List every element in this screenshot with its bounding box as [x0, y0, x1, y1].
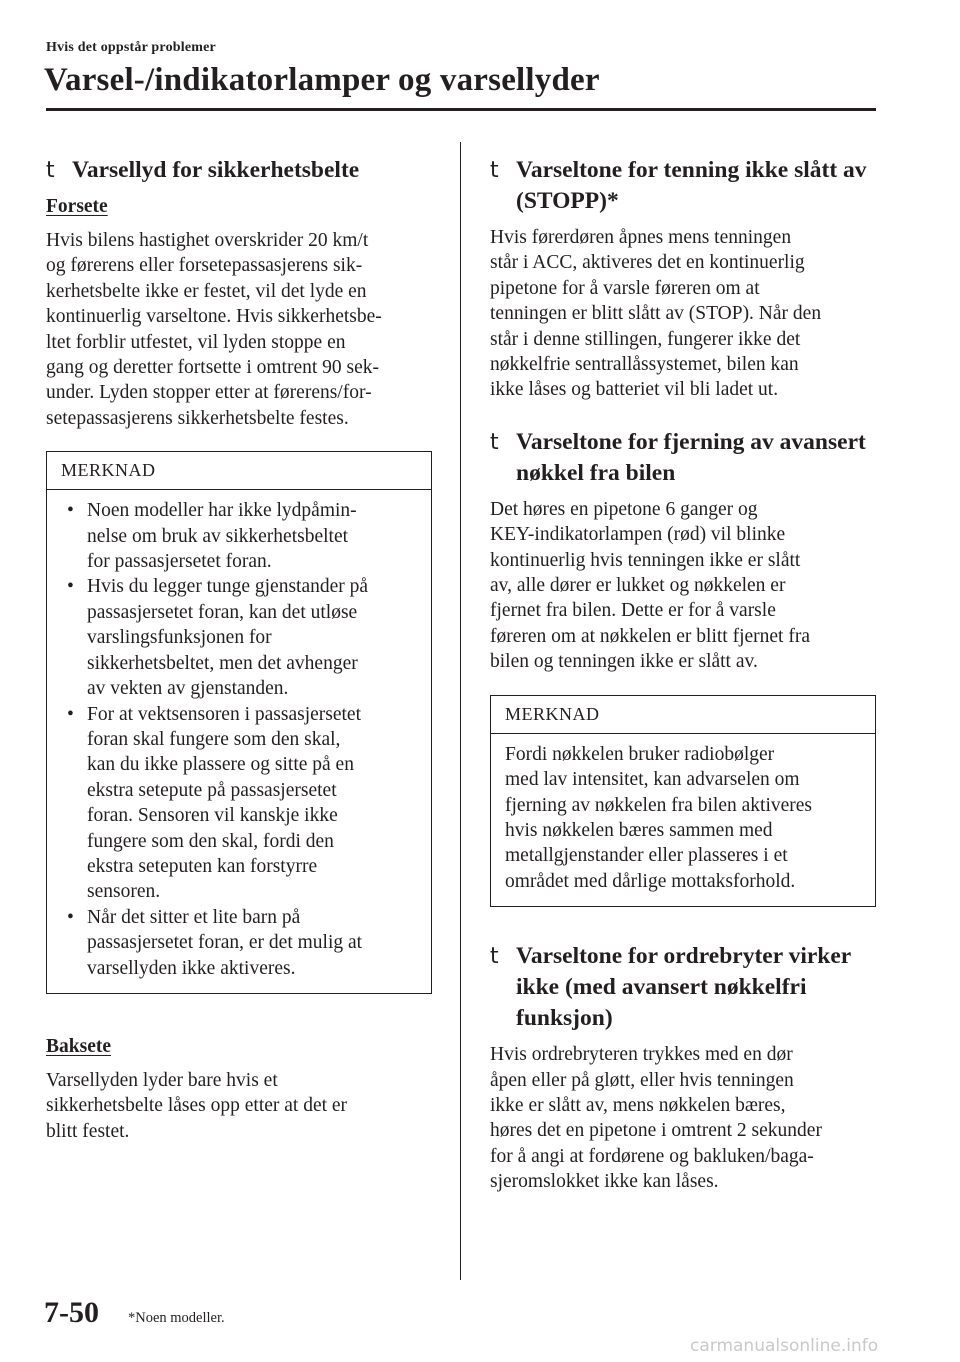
note-text: Fordi nøkkelen bruker radiobølger med lav intensitet, kan advarselen om fjerning av nøkkelen fra bilen aktiveres hvis nøkkelen bæres sammen med metallgjenstander eller plasseres i et området med dårlige mottaksforhold. [505, 743, 813, 892]
note-body [47, 490, 431, 993]
footnote: *Noen modeller. [128, 1310, 225, 1326]
section-heading-text: Varseltone for ordrebryter virker ikke (med avansert nøkkelfri funksjon) [516, 943, 851, 1032]
title-rule [46, 108, 876, 111]
note-box-seatbelt [46, 451, 432, 994]
section-heading-text: Varseltone for fjerning av avansert nøkkel fra bilen [516, 428, 866, 486]
note-title: MERKNAD [491, 696, 875, 734]
section-marker-icon: t [490, 944, 499, 970]
section-heading-key-removal [490, 427, 876, 489]
section-heading-text: Varsellyd for sikkerhetsbelte [72, 157, 360, 183]
subheading-front-seat: Forsete [46, 196, 108, 217]
bullet-icon: • [67, 906, 74, 928]
breadcrumb: Hvis det oppstår problemer [46, 40, 216, 55]
right-column [490, 155, 876, 1195]
note-box-key-removal [490, 695, 876, 907]
rear-seat-paragraph: Varsellyden lyder bare hvis et sikkerhetsbelte låses opp etter at det er blitt festet. [46, 1069, 348, 1142]
note-title: MERKNAD [47, 452, 431, 490]
section-heading-seatbelt-warning [46, 155, 432, 186]
section-marker-icon: t [490, 429, 499, 455]
page-title: Varsel-/indikatorlamper og varsellyder [44, 62, 600, 98]
column-divider [460, 142, 461, 1280]
note-body [491, 734, 875, 906]
request-switch-paragraph: Hvis ordrebryteren trykkes med en dør åpen eller på gløtt, eller hvis tenningen ikke er slått av, mens nøkkelen bæres, høres det en pipetone i omtrent 2 sekunder for å angi at fordørene og bakluken/baga- sjeromslokket ikke kan låses. [490, 1044, 822, 1193]
key-removal-paragraph: Det høres en pipetone 6 ganger og KEY-indikatorlampen (rød) vil blinke kontinuerlig hvis tenningen ikke er slått av, alle dører er lukket og nøkkelen er fjernet fra bilen. Dette er for å varsle føreren om at nøkkelen er blitt fjernet fra bilen og tenningen ikke er slått av. [490, 498, 810, 673]
section-heading-ignition-off [490, 155, 876, 217]
bullet-icon: • [67, 500, 74, 522]
section-heading-request-switch [490, 941, 876, 1034]
front-seat-paragraph: Hvis bilens hastighet overskrider 20 km/t og førerens eller forsetepassasjerens sik- kerhetsbelte ikke er festet, vil det lyde en kontinuerlig varseltone. Hvis sikkerhetsbe- ltet forblir utfestet, vil lyden stoppe en gang og deretter fortsette i omtrent 90 sek- under. Lyden stopper etter at førerens/for- setepassasjerens sikkerhetsbelte festes. [46, 230, 382, 429]
ignition-off-paragraph: Hvis førerdøren åpnes mens tenningen står i ACC, aktiveres det en kontinuerlig pipetone for å varsle føreren om at tenningen er blitt slått av (STOP). Når den står i denne stillingen, fungerer ikke det nøkkelfrie sentrallåssystemet, bilen kan ikke låses og batteriet vil bli ladet ut. [490, 227, 822, 401]
note-bullet-list [61, 498, 417, 981]
note-bullet-item: • Hvis du legger tunge gjenstander på passasjersetet foran, kan det utløse varslingsfunksjonen for sikkerhetsbeltet, men det avhenger av vekten av gjenstanden. [67, 576, 369, 700]
bullet-icon: • [67, 576, 74, 598]
note-bullet-item: • Noen modeller har ikke lydpåmin- nelse om bruk av sikkerhetsbeltet for passasjersetet foran. [67, 500, 357, 573]
bullet-icon: • [67, 703, 74, 725]
note-bullet-item: • Når det sitter et lite barn på passasjersetet foran, er det mulig at varsellyden ikke aktiveres. [67, 906, 363, 979]
page-number: 7-50 [44, 1296, 99, 1329]
left-column [46, 155, 432, 1144]
note-bullet-item: • For at vektsensoren i passasjersetet foran skal fungere som den skal, kan du ikke plassere og sitte på en ekstra setepute på passasjersetet foran. Sensoren vil kanskje ikke fungere som den skal, fordi den ekstra seteputen kan forstyrre sensoren. [67, 703, 362, 903]
section-heading-text: Varseltone for tenning ikke slått av (STOPP)* [516, 157, 867, 214]
subheading-rear-seat: Baksete [46, 1035, 111, 1057]
section-marker-icon: t [490, 158, 499, 183]
watermark: carmanualsonline.info [690, 1336, 879, 1356]
section-marker-icon: t [46, 158, 55, 183]
